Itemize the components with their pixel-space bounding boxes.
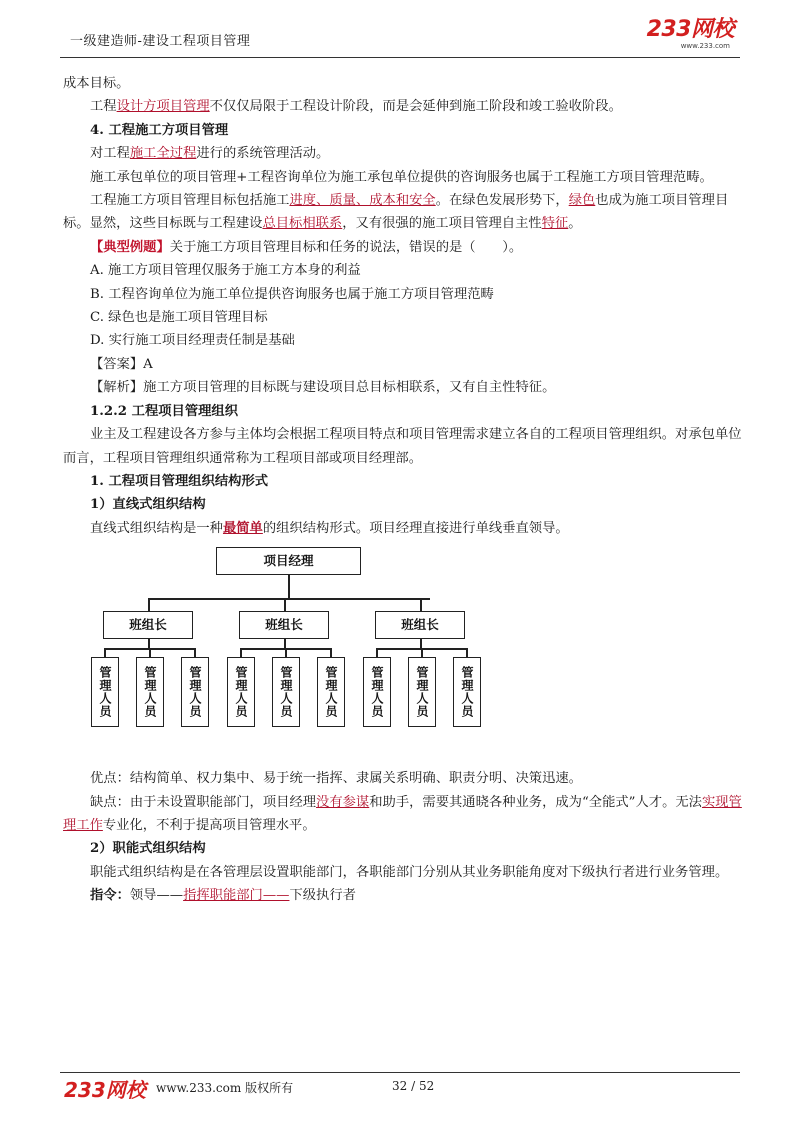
- connector: [284, 598, 286, 611]
- org-root-node: 项目经理: [216, 547, 361, 575]
- connector: [148, 639, 150, 648]
- connector: [194, 648, 196, 657]
- page-header: [60, 16, 740, 56]
- connector: [104, 648, 106, 657]
- org-staff-node: 管理人员: [91, 657, 119, 727]
- paragraph: 职能式组织结构是在各管理层设置职能部门，各职能部门分别从其业务职能角度对下级执行者进行业务管理。: [90, 864, 729, 880]
- subsection-heading: 2）职能式组织结构: [90, 841, 206, 857]
- connector: [285, 648, 287, 657]
- org-lead-node: 班组长: [239, 611, 329, 639]
- advantages: 优点：结构简单、权力集中、易于统一指挥、隶属关系明确、职责分明、决策迅速。: [90, 771, 582, 787]
- highlight: 没有参谋: [316, 794, 370, 810]
- option-a: A. 施工方项目管理仅服务于施工方本身的利益: [90, 263, 361, 279]
- option-d: D. 实行施工项目经理责任制是基础: [90, 333, 295, 349]
- analysis: 【解析】施工方项目管理的目标既与建设项目总目标相联系，又有自主性特征。: [90, 380, 556, 396]
- document-body: [63, 72, 743, 908]
- org-chart: [63, 546, 743, 761]
- option-c: C. 绿色也是施工项目管理目标: [90, 310, 268, 326]
- page-number: 32 / 52: [392, 1079, 435, 1093]
- highlight: 设计方项目管理: [116, 99, 210, 115]
- highlight: 最简单: [222, 520, 263, 536]
- org-staff-node: 管理人员: [272, 657, 300, 727]
- org-staff-node: 管理人员: [363, 657, 391, 727]
- org-lead-node: 班组长: [103, 611, 193, 639]
- command-label: 指令：: [90, 888, 130, 904]
- connector: [466, 648, 468, 657]
- footer-logo[interactable]: 233网校: [64, 1078, 146, 1102]
- paragraph: 成本目标。: [63, 76, 130, 91]
- highlight: 施工全过程: [129, 146, 197, 162]
- highlight: 总目标相联系: [262, 216, 343, 232]
- paragraph: 施工承包单位的项目管理+工程咨询单位为施工承包单位提供的咨询服务也属于工程施工方项目管理范畴。: [90, 169, 713, 185]
- section-heading: 1. 工程项目管理组织结构形式: [90, 473, 269, 489]
- paragraph: 工程设计方项目管理不仅仅局限于工程设计阶段，而是会延伸到施工阶段和竣工验收阶段。: [90, 99, 622, 115]
- paragraph: 业主及工程建设各方参与主体均会根据工程项目特点和项目管理需求建立各自的工程项目管理组织。对承包单位而言，工程项目管理组织通常称为工程项目部或项目经理部。: [63, 427, 742, 466]
- example-tag: 【典型例题】: [90, 239, 170, 255]
- connector: [420, 639, 422, 648]
- disadvantages: 缺点：由于未设置职能部门，项目经理没有参谋和助手，需要其通晓各种业务，成为“全能式”人才。无法实现管理工作专业化，不利于提高项目管理水平。: [63, 794, 742, 833]
- brand-logo[interactable]: [647, 18, 734, 51]
- header-title: 一级建造师-建设工程项目管理: [70, 34, 251, 49]
- highlight: 进度、质量、成本和安全: [289, 193, 436, 209]
- connector: [330, 648, 332, 657]
- org-staff-node: 管理人员: [227, 657, 255, 727]
- section-heading: 1.2.2 工程项目管理组织: [90, 403, 239, 419]
- org-lead-node: 班组长: [375, 611, 465, 639]
- highlight: 特征: [541, 216, 569, 232]
- connector: [149, 648, 151, 657]
- example-question: 【典型例题】关于施工方项目管理目标和任务的说法，错误的是（ ）。: [90, 239, 523, 255]
- footer-copyright: www.233.com 版权所有: [156, 1081, 294, 1095]
- paragraph: 工程施工方项目管理目标包括施工进度、质量、成本和安全。在绿色发展形势下，绿色也成为施工项目管理目标。显然，这些目标既与工程建设总目标相联系，又有很强的施工项目管理自主性特征。: [63, 193, 729, 232]
- connector: [376, 648, 378, 657]
- option-b: B. 工程咨询单位为施工单位提供咨询服务也属于施工方项目管理范畴: [90, 286, 494, 302]
- paragraph: 对工程施工全过程进行的系统管理活动。: [90, 146, 330, 162]
- connector: [240, 648, 242, 657]
- logo-text: 233网校: [646, 17, 734, 42]
- connector: [148, 598, 430, 600]
- paragraph: 直线式组织结构是一种最简单的组织结构形式。项目经理直接进行单线垂直领导。: [90, 520, 569, 536]
- highlight: 绿色: [568, 193, 596, 209]
- logo-url: www.233.com: [680, 42, 730, 50]
- subsection-heading: 1）直线式组织结构: [90, 497, 206, 513]
- answer: 【答案】A: [90, 356, 153, 372]
- org-staff-node: 管理人员: [136, 657, 164, 727]
- highlight: 实现管理工作: [63, 794, 742, 833]
- command-line: 指令：领导——指挥职能部门——下级执行者: [90, 888, 356, 904]
- connector: [420, 598, 422, 611]
- connector: [288, 575, 290, 598]
- org-staff-node: 管理人员: [453, 657, 481, 727]
- connector: [421, 648, 423, 657]
- header-divider: [60, 57, 740, 58]
- org-staff-node: 管理人员: [181, 657, 209, 727]
- highlight: 指挥职能部门——: [183, 888, 290, 904]
- org-staff-node: 管理人员: [408, 657, 436, 727]
- connector: [148, 598, 150, 611]
- connector: [284, 639, 286, 648]
- footer-divider: [60, 1072, 740, 1073]
- org-staff-node: 管理人员: [317, 657, 345, 727]
- section-heading: 4. 工程施工方项目管理: [90, 122, 229, 138]
